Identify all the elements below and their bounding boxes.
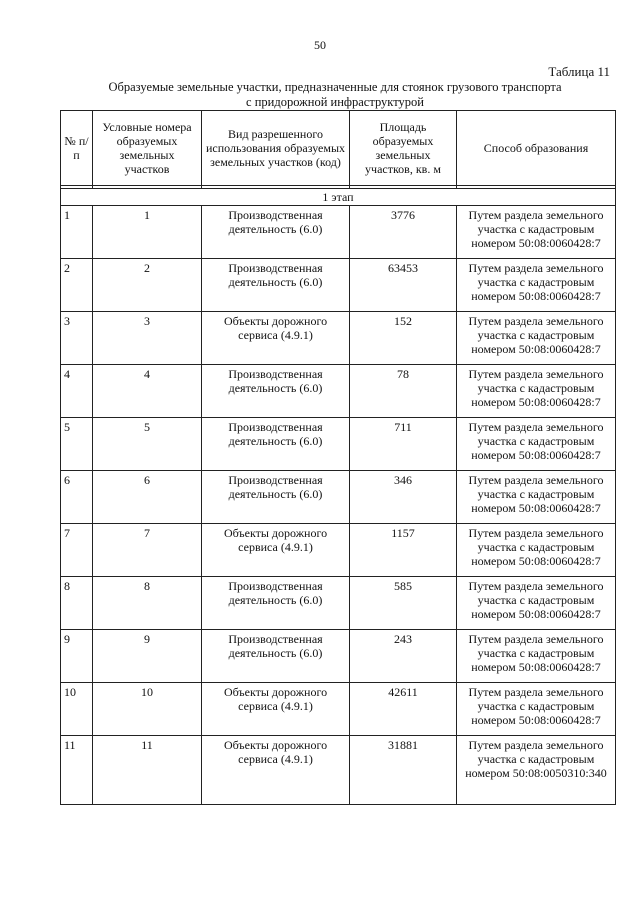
cell-idx: 10 xyxy=(61,683,93,736)
cell-idx: 11 xyxy=(61,736,93,805)
cell-idx: 1 xyxy=(61,206,93,259)
cell-method: Путем раздела земельного участка с кадастровым номером 50:08:0050310:340 xyxy=(457,736,616,805)
header-number: Условные номера образуемых земельных участков xyxy=(93,111,202,186)
cell-method: Путем раздела земельного участка с кадастровым номером 50:08:0060428:7 xyxy=(457,630,616,683)
cell-idx: 3 xyxy=(61,312,93,365)
cell-number: 2 xyxy=(93,259,202,312)
caption-line-2: с придорожной инфраструктурой xyxy=(246,95,424,109)
cell-area: 346 xyxy=(350,471,457,524)
cell-area: 63453 xyxy=(350,259,457,312)
cell-method: Путем раздела земельного участка с кадастровым номером 50:08:0060428:7 xyxy=(457,312,616,365)
cell-use: Объекты дорожного сервиса (4.9.1) xyxy=(202,312,350,365)
table-row xyxy=(61,259,616,312)
cell-method: Путем раздела земельного участка с кадастровым номером 50:08:0060428:7 xyxy=(457,471,616,524)
cell-area: 42611 xyxy=(350,683,457,736)
cell-number: 9 xyxy=(93,630,202,683)
cell-use: Производственная деятельность (6.0) xyxy=(202,365,350,418)
cell-method: Путем раздела земельного участка с кадастровым номером 50:08:0060428:7 xyxy=(457,577,616,630)
table-row xyxy=(61,206,616,259)
cell-area: 31881 xyxy=(350,736,457,805)
cell-use: Производственная деятельность (6.0) xyxy=(202,630,350,683)
cell-idx: 5 xyxy=(61,418,93,471)
cell-use: Производственная деятельность (6.0) xyxy=(202,206,350,259)
stage-row xyxy=(61,189,616,206)
cell-idx: 9 xyxy=(61,630,93,683)
stage-label: 1 этап xyxy=(61,189,616,206)
cell-area: 3776 xyxy=(350,206,457,259)
cell-area: 711 xyxy=(350,418,457,471)
cell-idx: 4 xyxy=(61,365,93,418)
table-row xyxy=(61,524,616,577)
table-row xyxy=(61,736,616,805)
table-row xyxy=(61,577,616,630)
cell-number: 5 xyxy=(93,418,202,471)
table-caption xyxy=(60,80,610,110)
cell-use: Объекты дорожного сервиса (4.9.1) xyxy=(202,736,350,805)
table-row xyxy=(61,630,616,683)
header-use: Вид разрешенного использования образуемых земельных участков (код) xyxy=(202,111,350,186)
cell-idx: 7 xyxy=(61,524,93,577)
table-row xyxy=(61,312,616,365)
cell-number: 1 xyxy=(93,206,202,259)
table-body xyxy=(61,189,616,805)
cell-area: 1157 xyxy=(350,524,457,577)
table-row xyxy=(61,365,616,418)
cell-method: Путем раздела земельного участка с кадастровым номером 50:08:0060428:7 xyxy=(457,418,616,471)
cell-method: Путем раздела земельного участка с кадастровым номером 50:08:0060428:7 xyxy=(457,206,616,259)
cell-area: 243 xyxy=(350,630,457,683)
page-number: 50 xyxy=(314,38,326,52)
cell-number: 10 xyxy=(93,683,202,736)
cell-use: Объекты дорожного сервиса (4.9.1) xyxy=(202,524,350,577)
header-idx: № п/п xyxy=(61,111,93,186)
header-area: Площадь образуемых земельных участков, кв. м xyxy=(350,111,457,186)
cell-area: 152 xyxy=(350,312,457,365)
header-method: Способ образования xyxy=(457,111,616,186)
cell-idx: 8 xyxy=(61,577,93,630)
table-row xyxy=(61,471,616,524)
cell-idx: 6 xyxy=(61,471,93,524)
cell-method: Путем раздела земельного участка с кадастровым номером 50:08:0060428:7 xyxy=(457,259,616,312)
cell-use: Объекты дорожного сервиса (4.9.1) xyxy=(202,683,350,736)
cell-area: 78 xyxy=(350,365,457,418)
cell-method: Путем раздела земельного участка с кадастровым номером 50:08:0060428:7 xyxy=(457,683,616,736)
cell-use: Производственная деятельность (6.0) xyxy=(202,471,350,524)
cell-number: 3 xyxy=(93,312,202,365)
header-row xyxy=(61,111,616,186)
cell-method: Путем раздела земельного участка с кадастровым номером 50:08:0060428:7 xyxy=(457,524,616,577)
table-label: Таблица 11 xyxy=(548,64,610,79)
table-row xyxy=(61,683,616,736)
cell-use: Производственная деятельность (6.0) xyxy=(202,577,350,630)
land-plots-table xyxy=(60,110,616,805)
cell-number: 8 xyxy=(93,577,202,630)
cell-number: 6 xyxy=(93,471,202,524)
cell-area: 585 xyxy=(350,577,457,630)
cell-idx: 2 xyxy=(61,259,93,312)
table-header xyxy=(61,111,616,189)
cell-number: 4 xyxy=(93,365,202,418)
cell-use: Производственная деятельность (6.0) xyxy=(202,418,350,471)
cell-number: 7 xyxy=(93,524,202,577)
caption-line-1: Образуемые земельные участки, предназначенные для стоянок грузового транспорта xyxy=(108,80,562,94)
cell-use: Производственная деятельность (6.0) xyxy=(202,259,350,312)
table-row xyxy=(61,418,616,471)
cell-method: Путем раздела земельного участка с кадастровым номером 50:08:0060428:7 xyxy=(457,365,616,418)
cell-number: 11 xyxy=(93,736,202,805)
